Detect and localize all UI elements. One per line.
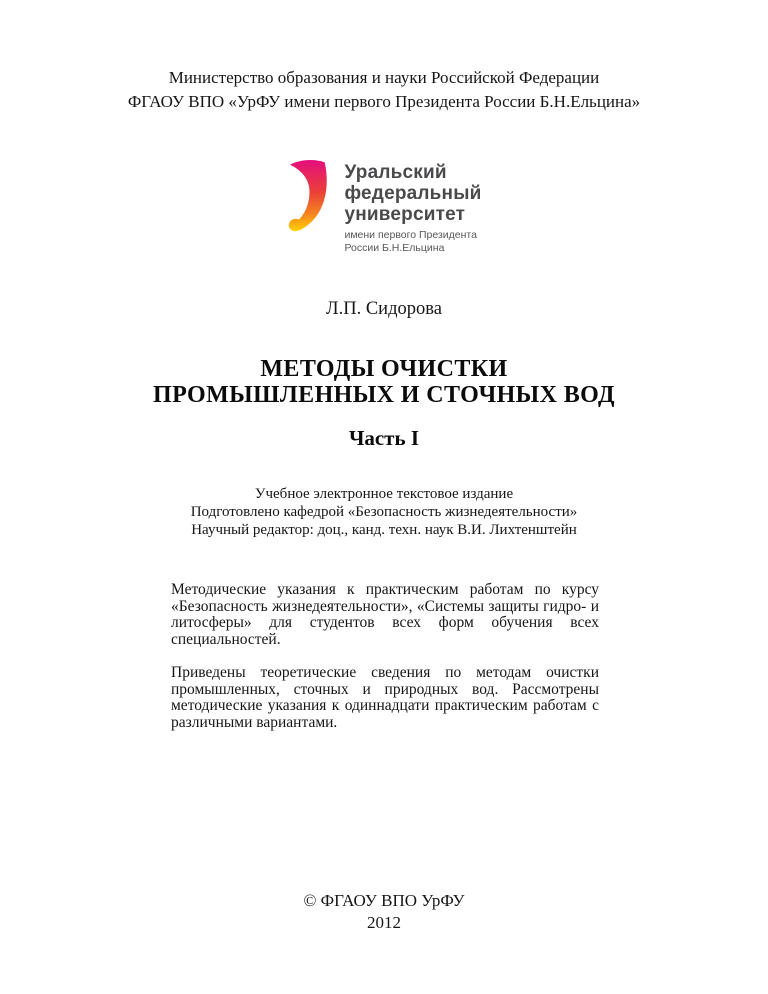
logo-name-line: Уральский [344,162,447,183]
title-line: МЕТОДЫ ОЧИСТКИ [260,356,508,382]
urfu-logo-mark-icon [286,158,330,240]
edition-info [0,485,768,539]
copyright-footer [0,890,768,934]
urfu-logo-subtitle [344,229,481,254]
edition-line: Учебное электронное текстовое издание [254,486,514,502]
edition-line: Научный редактор: доц., канд. техн. наук В.И. Лихтенштейн [191,522,577,538]
ministry-header [0,66,768,114]
author-name: Л.П. Сидорова [326,299,442,319]
urfu-logo [286,157,481,254]
edition-line: Подготовлено кафедрой «Безопасность жизнедеятельности» [190,504,578,520]
year-line: 2012 [367,913,401,932]
annotation-paragraph: Приведены теоретические сведения по методам очистки промышленных, сточных и природных вод. Рассмотрены методические указания к одиннадцати практическим работам с различными вариантами. [171,664,599,731]
university-line: ФГАОУ ВПО «УрФУ имени первого Президента России Б.Н.Ельцина» [127,92,641,111]
urfu-logo-name [344,162,481,225]
annotation-paragraph: Методические указания к практическим работам по курсу «Безопасность жизнедеятельности», «Системы защиты гидро- и литосферы» для студентов всех форм обучения всех специальностей. [171,581,599,648]
urfu-logo-text [344,162,481,254]
logo-subtitle-line: России Б.Н.Ельцина [344,241,445,254]
title-line: ПРОМЫШЛЕННЫХ И СТОЧНЫХ ВОД [153,382,615,408]
logo-name-line: университет [344,204,466,225]
logo-name-line: федеральный [344,183,482,204]
copyright-line: © ФГАОУ ВПО УрФУ [303,891,465,910]
part-label: Часть I [348,426,420,450]
ministry-line: Министерство образования и науки Российской Федерации [168,68,600,87]
logo-subtitle-line: имени первого Президента [344,229,477,241]
annotation [171,582,599,748]
document-title [0,356,768,408]
